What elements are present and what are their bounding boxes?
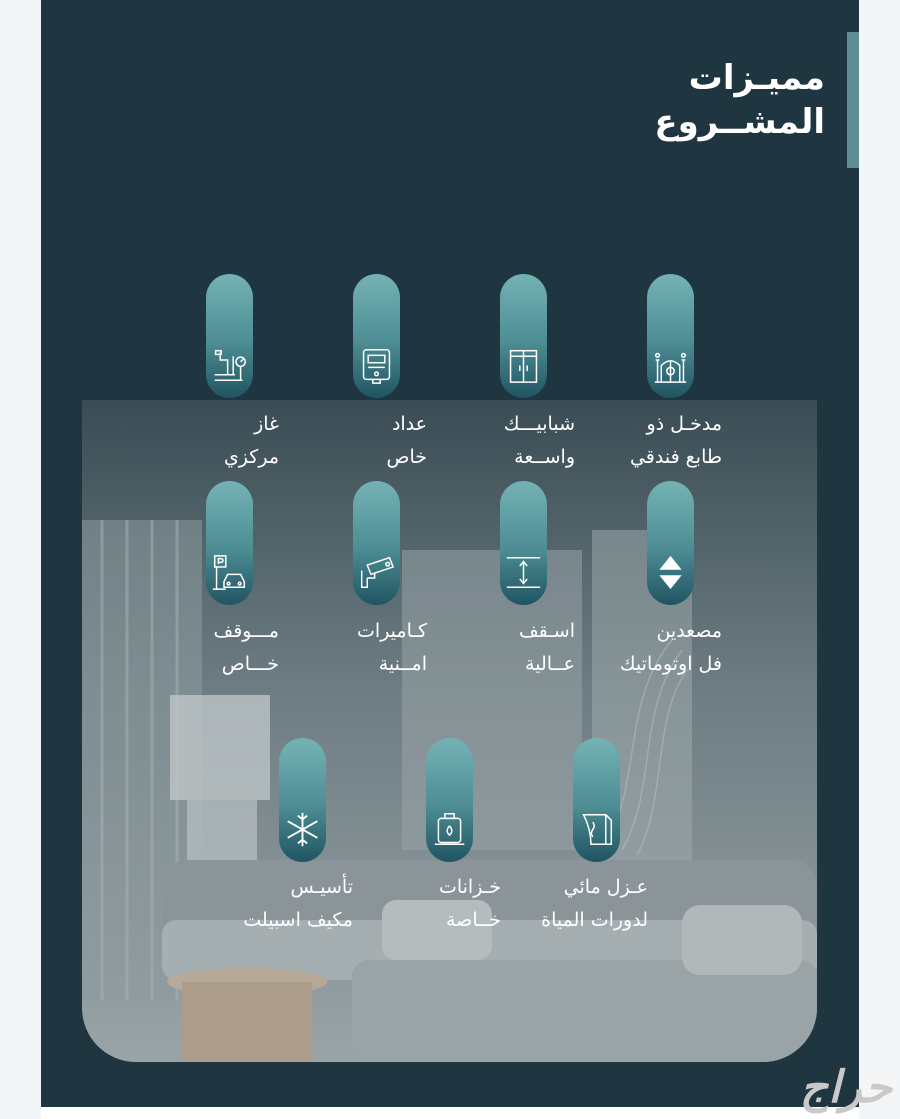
pill-tank	[426, 738, 473, 862]
feature-line: مـــوقف	[213, 620, 279, 642]
feature-label-gas	[149, 408, 279, 474]
feature-label-camera	[297, 615, 427, 681]
feature-line: عــالية	[525, 653, 575, 675]
camera-icon	[358, 554, 395, 591]
right-margin	[859, 0, 900, 1119]
feature-line: مركزي	[223, 446, 279, 468]
gas-pipe-icon	[211, 347, 248, 384]
pill-ceiling	[500, 481, 547, 605]
feature-line: خـــاص	[221, 653, 279, 675]
feature-line: مكيف اسبيلت	[243, 909, 353, 931]
feature-line: مدخـل ذو	[646, 413, 722, 435]
poster-title	[654, 56, 825, 144]
snowflake-icon	[284, 811, 321, 848]
gate-icon	[652, 347, 689, 384]
feature-line: غاز	[254, 413, 279, 435]
insulation-icon	[578, 811, 615, 848]
feature-label-elevator	[592, 615, 722, 681]
elevator-icon	[652, 554, 689, 591]
feature-line: اسـقف	[518, 620, 575, 642]
pill-camera	[353, 481, 400, 605]
feature-line: شبابيـــك	[503, 413, 575, 435]
features-poster	[41, 0, 859, 1107]
feature-line: عـزل مائي	[563, 876, 648, 898]
feature-label-parking	[149, 615, 279, 681]
feature-line: خــاصة	[446, 909, 501, 931]
feature-label-insulation	[518, 871, 648, 937]
tank-icon	[431, 811, 468, 848]
feature-line: خـزانات	[438, 876, 501, 898]
feature-label-ceiling	[445, 615, 575, 681]
pill-gas	[206, 274, 253, 398]
feature-line: لدورات المياة	[541, 909, 648, 931]
feature-line: طابع فندقي	[629, 446, 722, 468]
feature-line: مصعدين	[656, 620, 722, 642]
pill-insulation	[573, 738, 620, 862]
feature-label-gate	[592, 408, 722, 474]
parking-icon	[211, 554, 248, 591]
pill-window	[500, 274, 547, 398]
feature-label-tank	[371, 871, 501, 937]
feature-line: تأسيـس	[290, 876, 353, 898]
meter-icon	[358, 347, 395, 384]
title-line-2: المشــروع	[654, 102, 825, 142]
feature-label-meter	[297, 408, 427, 474]
pill-elevator	[647, 481, 694, 605]
feature-line: امــنية	[378, 653, 427, 675]
haraj-watermark: حراج	[799, 1062, 892, 1113]
feature-line: كـاميرات	[357, 620, 427, 642]
feature-line: عداد	[391, 413, 427, 435]
feature-label-window	[445, 408, 575, 474]
pill-gate	[647, 274, 694, 398]
feature-line: فل اوتوماتيك	[619, 653, 722, 675]
feature-line: واســعة	[514, 446, 575, 468]
window-icon	[505, 347, 542, 384]
title-line-1: مميـزات	[688, 58, 825, 98]
pill-ac	[279, 738, 326, 862]
left-margin	[0, 0, 41, 1119]
pill-meter	[353, 274, 400, 398]
feature-line: خاص	[386, 446, 427, 468]
accent-bar	[847, 32, 859, 168]
ceiling-height-icon	[505, 554, 542, 591]
feature-label-ac	[223, 871, 353, 937]
living-room-photo	[82, 400, 817, 1062]
pill-parking	[206, 481, 253, 605]
